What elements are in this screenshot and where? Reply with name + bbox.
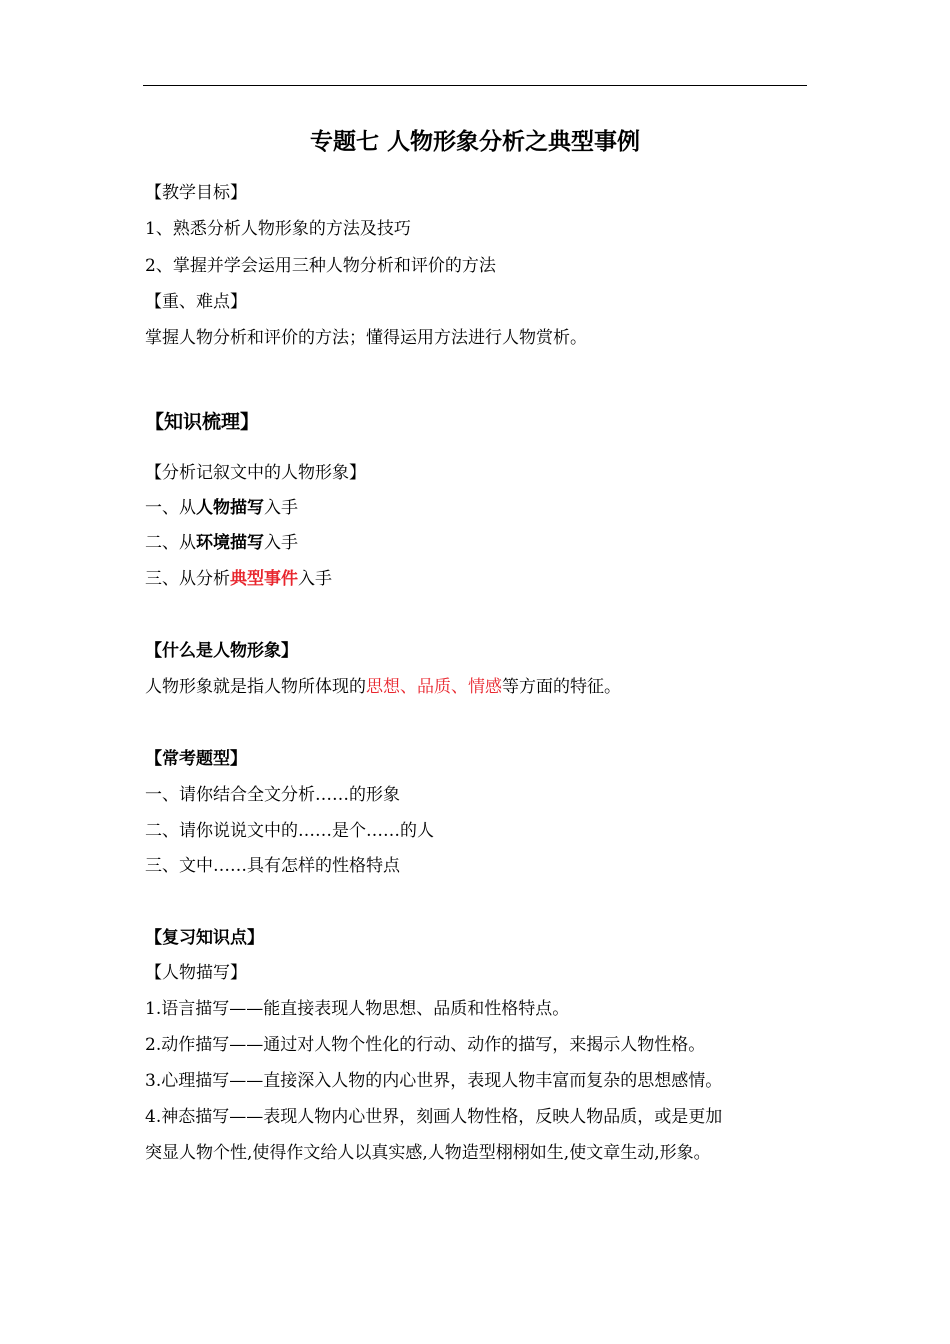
review-heading: 【复习知识点】: [145, 928, 264, 948]
document-title: 专题七 人物形象分析之典型事例: [309, 129, 640, 155]
question-type-3: 三、文中……具有怎样的性格特点: [145, 856, 400, 876]
knowledge-item-3: [145, 566, 332, 592]
knowledge-heading: 【知识梳理】: [145, 411, 260, 433]
what-is-heading: 【什么是人物形象】: [145, 641, 298, 661]
knowledge-item-2: [145, 530, 298, 556]
what-is-post: 等方面的特征。: [502, 677, 621, 697]
knowledge-item-1-em: 人物描写: [196, 498, 264, 518]
what-is-text: [145, 674, 621, 700]
knowledge-item-1-post: 入手: [264, 498, 298, 518]
review-item-1: 1.语言描写——能直接表现人物思想、品质和性格特点。: [145, 999, 570, 1019]
knowledge-item-3-pre: 三、从分析: [145, 569, 230, 589]
review-item-3: 3.心理描写——直接深入人物的内心世界，表现人物丰富而复杂的思想感情。: [145, 1071, 723, 1091]
goal-item-1: 1、熟悉分析人物形象的方法及技巧: [145, 219, 411, 239]
review-item-4-cont: 突显人物个性,使得作文给人以真实感,人物造型栩栩如生,使文章生动,形象。: [145, 1143, 711, 1163]
keypoints-heading: 【重、难点】: [145, 292, 247, 312]
review-item-2: 2.动作描写——通过对人物个性化的行动、动作的描写，来揭示人物性格。: [145, 1035, 706, 1055]
review-item-4: 4.神态描写——表现人物内心世界，刻画人物性格，反映人物品质，或是更加: [145, 1107, 723, 1127]
question-types-heading: 【常考题型】: [145, 749, 247, 769]
what-is-pre: 人物形象就是指人物所体现的: [145, 677, 366, 697]
header-rule: [143, 85, 807, 86]
keypoints-text: 掌握人物分析和评价的方法；懂得运用方法进行人物赏析。: [145, 328, 587, 348]
knowledge-item-3-post: 入手: [298, 569, 332, 589]
goals-heading: 【教学目标】: [145, 183, 247, 203]
question-type-2: 二、请你说说文中的……是个……的人: [145, 821, 434, 841]
knowledge-item-2-em: 环境描写: [196, 533, 264, 553]
question-type-1: 一、请你结合全文分析……的形象: [145, 785, 400, 805]
goal-item-2: 2、掌握并学会运用三种人物分析和评价的方法: [145, 256, 496, 276]
what-is-em: 思想、品质、情感: [366, 677, 502, 697]
review-subheading: 【人物描写】: [145, 963, 247, 983]
knowledge-item-3-em: 典型事件: [230, 569, 298, 589]
knowledge-item-1: [145, 495, 298, 521]
knowledge-item-2-pre: 二、从: [145, 533, 196, 553]
knowledge-item-1-pre: 一、从: [145, 498, 196, 518]
knowledge-subheading: 【分析记叙文中的人物形象】: [145, 463, 366, 483]
knowledge-item-2-post: 入手: [264, 533, 298, 553]
